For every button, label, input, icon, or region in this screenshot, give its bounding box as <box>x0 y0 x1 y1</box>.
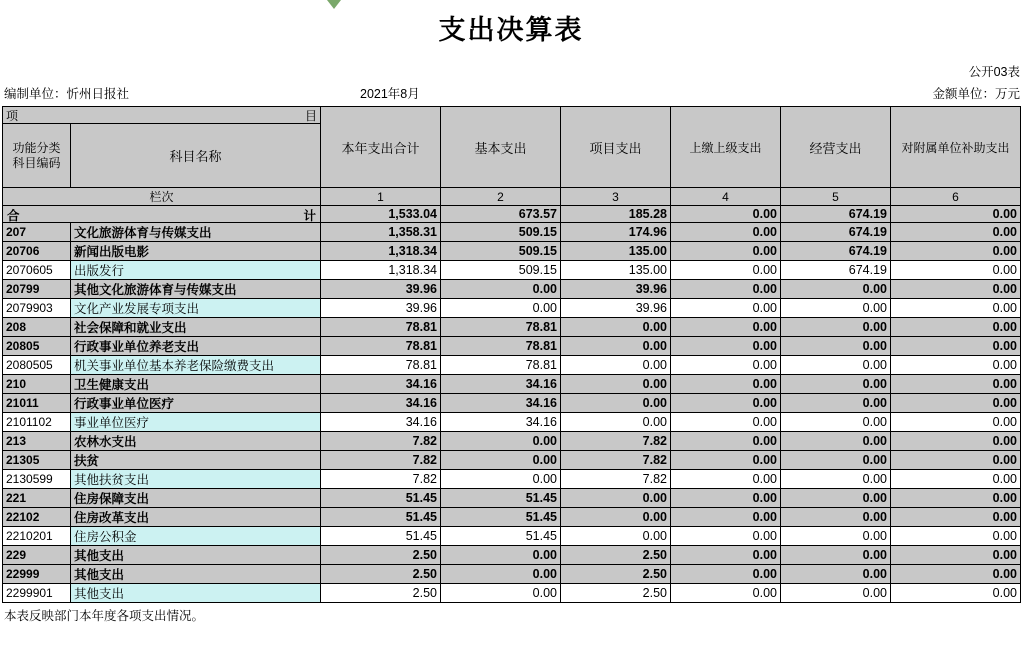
row-value-3: 39.96 <box>561 280 671 299</box>
row-value-4: 0.00 <box>671 223 781 242</box>
row-code: 2210201 <box>3 527 71 546</box>
row-value-4: 0.00 <box>671 413 781 432</box>
row-value-5: 0.00 <box>781 394 891 413</box>
header-num-5: 5 <box>781 188 891 206</box>
row-code: 207 <box>3 223 71 242</box>
row-value-6: 0.00 <box>891 508 1021 527</box>
header-num-2: 2 <box>441 188 561 206</box>
row-value-6: 0.00 <box>891 242 1021 261</box>
row-value-1: 1,318.34 <box>321 242 441 261</box>
row-value-4: 0.00 <box>671 242 781 261</box>
table-row <box>3 584 1021 603</box>
header-col-1: 本年支出合计 <box>321 107 441 188</box>
header-row-corner <box>3 107 1021 124</box>
row-value-2: 0.00 <box>441 470 561 489</box>
row-value-6: 0.00 <box>891 546 1021 565</box>
header-col-6: 对附属单位补助支出 <box>891 107 1021 188</box>
table-row <box>3 527 1021 546</box>
table-row <box>3 470 1021 489</box>
row-value-2: 0.00 <box>441 432 561 451</box>
row-value-3: 0.00 <box>561 527 671 546</box>
row-value-6: 0.00 <box>891 337 1021 356</box>
row-value-1: 51.45 <box>321 489 441 508</box>
header-corner-cell <box>3 107 321 124</box>
row-subject-name: 其他支出 <box>71 546 321 565</box>
row-value-1: 51.45 <box>321 527 441 546</box>
report-date: 2021年8月 <box>360 87 420 101</box>
row-value-6: 0.00 <box>891 489 1021 508</box>
row-value-1: 2.50 <box>321 546 441 565</box>
header-col-5: 经营支出 <box>781 107 891 188</box>
header-row-numbers <box>3 188 1021 206</box>
row-value-1: 1,318.34 <box>321 261 441 280</box>
row-value-4: 0.00 <box>671 394 781 413</box>
total-value-5: 674.19 <box>781 206 891 223</box>
row-value-1: 34.16 <box>321 394 441 413</box>
row-value-6: 0.00 <box>891 470 1021 489</box>
header-corner-right: 目 <box>304 109 317 123</box>
total-row <box>3 206 1021 223</box>
table-row <box>3 489 1021 508</box>
row-value-5: 674.19 <box>781 261 891 280</box>
row-value-6: 0.00 <box>891 280 1021 299</box>
header-num-6: 6 <box>891 188 1021 206</box>
row-value-6: 0.00 <box>891 318 1021 337</box>
row-subject-name: 住房公积金 <box>71 527 321 546</box>
row-value-1: 2.50 <box>321 565 441 584</box>
row-value-1: 34.16 <box>321 413 441 432</box>
header-col-code <box>3 124 71 188</box>
row-value-4: 0.00 <box>671 489 781 508</box>
row-subject-name: 行政事业单位医疗 <box>71 394 321 413</box>
row-code: 21011 <box>3 394 71 413</box>
table-row <box>3 261 1021 280</box>
row-code: 21305 <box>3 451 71 470</box>
row-value-5: 0.00 <box>781 470 891 489</box>
row-code: 2070605 <box>3 261 71 280</box>
total-value-4: 0.00 <box>671 206 781 223</box>
compiler-unit: 编制单位：忻州日报社 <box>4 87 130 101</box>
row-value-2: 51.45 <box>441 527 561 546</box>
row-value-4: 0.00 <box>671 470 781 489</box>
row-value-6: 0.00 <box>891 394 1021 413</box>
table-row <box>3 565 1021 584</box>
row-value-2: 78.81 <box>441 337 561 356</box>
row-value-4: 0.00 <box>671 565 781 584</box>
row-value-5: 0.00 <box>781 546 891 565</box>
row-code: 229 <box>3 546 71 565</box>
row-code: 2080505 <box>3 356 71 375</box>
row-code: 2299901 <box>3 584 71 603</box>
table-header <box>3 107 1021 206</box>
row-subject-name: 其他支出 <box>71 565 321 584</box>
row-subject-name: 新闻出版电影 <box>71 242 321 261</box>
row-code: 20706 <box>3 242 71 261</box>
row-value-1: 51.45 <box>321 508 441 527</box>
corner-triangle-icon <box>327 0 341 9</box>
table-row <box>3 432 1021 451</box>
row-subject-name: 住房保障支出 <box>71 489 321 508</box>
row-value-1: 2.50 <box>321 584 441 603</box>
row-value-6: 0.00 <box>891 375 1021 394</box>
row-value-5: 0.00 <box>781 356 891 375</box>
row-value-2: 0.00 <box>441 280 561 299</box>
total-row-label <box>3 206 321 223</box>
row-value-4: 0.00 <box>671 508 781 527</box>
row-value-1: 39.96 <box>321 299 441 318</box>
row-value-2: 509.15 <box>441 223 561 242</box>
row-value-6: 0.00 <box>891 527 1021 546</box>
row-value-5: 674.19 <box>781 223 891 242</box>
row-value-1: 7.82 <box>321 470 441 489</box>
row-value-2: 34.16 <box>441 375 561 394</box>
row-value-3: 0.00 <box>561 356 671 375</box>
row-subject-name: 其他文化旅游体育与传媒支出 <box>71 280 321 299</box>
row-value-2: 0.00 <box>441 299 561 318</box>
table-row <box>3 356 1021 375</box>
row-code: 213 <box>3 432 71 451</box>
row-value-3: 0.00 <box>561 508 671 527</box>
row-value-5: 0.00 <box>781 508 891 527</box>
row-value-5: 0.00 <box>781 584 891 603</box>
row-value-6: 0.00 <box>891 451 1021 470</box>
header-corner-left: 项 <box>6 109 19 123</box>
row-value-3: 135.00 <box>561 242 671 261</box>
table-row <box>3 223 1021 242</box>
row-code: 20799 <box>3 280 71 299</box>
row-value-4: 0.00 <box>671 337 781 356</box>
table-body <box>3 206 1021 603</box>
row-value-5: 0.00 <box>781 527 891 546</box>
row-value-6: 0.00 <box>891 584 1021 603</box>
row-value-3: 39.96 <box>561 299 671 318</box>
row-value-2: 0.00 <box>441 546 561 565</box>
table-row <box>3 413 1021 432</box>
row-value-3: 7.82 <box>561 432 671 451</box>
page-title: 支出决算表 <box>438 15 584 46</box>
table-row <box>3 242 1021 261</box>
total-value-3: 185.28 <box>561 206 671 223</box>
row-value-5: 0.00 <box>781 299 891 318</box>
header-col-code-line2: 科目编码 <box>12 155 61 170</box>
row-value-5: 0.00 <box>781 375 891 394</box>
row-value-3: 0.00 <box>561 394 671 413</box>
row-value-5: 0.00 <box>781 565 891 584</box>
table-row <box>3 508 1021 527</box>
row-subject-name: 文化产业发展专项支出 <box>71 299 321 318</box>
header-col-subject: 科目名称 <box>71 124 321 188</box>
form-number: 公开03表 <box>968 65 1020 79</box>
row-subject-name: 事业单位医疗 <box>71 413 321 432</box>
row-value-1: 78.81 <box>321 337 441 356</box>
row-subject-name: 文化旅游体育与传媒支出 <box>71 223 321 242</box>
row-value-5: 0.00 <box>781 337 891 356</box>
row-subject-name: 卫生健康支出 <box>71 375 321 394</box>
row-value-2: 0.00 <box>441 584 561 603</box>
row-value-6: 0.00 <box>891 223 1021 242</box>
header-row-label: 栏次 <box>3 188 321 206</box>
row-code: 208 <box>3 318 71 337</box>
row-value-5: 0.00 <box>781 318 891 337</box>
row-value-3: 0.00 <box>561 375 671 394</box>
total-label-right: 计 <box>303 209 316 223</box>
row-value-5: 0.00 <box>781 280 891 299</box>
row-value-4: 0.00 <box>671 356 781 375</box>
row-value-6: 0.00 <box>891 432 1021 451</box>
row-value-5: 0.00 <box>781 432 891 451</box>
table-row <box>3 546 1021 565</box>
row-value-4: 0.00 <box>671 299 781 318</box>
row-value-4: 0.00 <box>671 261 781 280</box>
row-value-2: 51.45 <box>441 508 561 527</box>
row-value-1: 78.81 <box>321 356 441 375</box>
table-row <box>3 299 1021 318</box>
row-value-1: 7.82 <box>321 451 441 470</box>
row-value-2: 78.81 <box>441 356 561 375</box>
row-subject-name: 其他扶贫支出 <box>71 470 321 489</box>
total-value-2: 673.57 <box>441 206 561 223</box>
header-col-code-line1: 功能分类 <box>12 140 61 155</box>
row-value-3: 2.50 <box>561 546 671 565</box>
row-value-4: 0.00 <box>671 318 781 337</box>
row-value-3: 0.00 <box>561 318 671 337</box>
row-code: 2079903 <box>3 299 71 318</box>
row-subject-name: 农林水支出 <box>71 432 321 451</box>
row-value-5: 0.00 <box>781 489 891 508</box>
row-value-3: 7.82 <box>561 470 671 489</box>
row-subject-name: 出版发行 <box>71 261 321 280</box>
table-row <box>3 451 1021 470</box>
total-value-1: 1,533.04 <box>321 206 441 223</box>
row-value-1: 34.16 <box>321 375 441 394</box>
amount-unit: 金额单位：万元 <box>932 87 1020 101</box>
row-value-6: 0.00 <box>891 356 1021 375</box>
row-value-2: 51.45 <box>441 489 561 508</box>
table-row <box>3 280 1021 299</box>
row-code: 22999 <box>3 565 71 584</box>
meta-row <box>0 65 1022 104</box>
total-value-6: 0.00 <box>891 206 1021 223</box>
expenditure-table <box>2 106 1021 603</box>
row-value-4: 0.00 <box>671 280 781 299</box>
row-value-6: 0.00 <box>891 565 1021 584</box>
row-value-4: 0.00 <box>671 527 781 546</box>
row-value-2: 34.16 <box>441 413 561 432</box>
row-value-1: 1,358.31 <box>321 223 441 242</box>
row-value-4: 0.00 <box>671 432 781 451</box>
row-value-6: 0.00 <box>891 299 1021 318</box>
table-row <box>3 375 1021 394</box>
row-value-5: 674.19 <box>781 242 891 261</box>
table-footnote: 本表反映部门本年度各项支出情况。 <box>4 609 205 623</box>
row-code: 2101102 <box>3 413 71 432</box>
row-value-6: 0.00 <box>891 261 1021 280</box>
row-value-3: 0.00 <box>561 337 671 356</box>
row-subject-name: 扶贫 <box>71 451 321 470</box>
table-row <box>3 394 1021 413</box>
row-subject-name: 其他支出 <box>71 584 321 603</box>
row-value-3: 0.00 <box>561 413 671 432</box>
row-value-3: 2.50 <box>561 565 671 584</box>
table-row <box>3 337 1021 356</box>
row-value-3: 7.82 <box>561 451 671 470</box>
header-col-4: 上缴上级支出 <box>671 107 781 188</box>
row-value-5: 0.00 <box>781 451 891 470</box>
row-value-2: 0.00 <box>441 451 561 470</box>
row-code: 221 <box>3 489 71 508</box>
row-value-4: 0.00 <box>671 584 781 603</box>
row-subject-name: 社会保障和就业支出 <box>71 318 321 337</box>
header-num-3: 3 <box>561 188 671 206</box>
row-code: 20805 <box>3 337 71 356</box>
row-value-6: 0.00 <box>891 413 1021 432</box>
row-subject-name: 行政事业单位养老支出 <box>71 337 321 356</box>
row-value-2: 0.00 <box>441 565 561 584</box>
row-value-1: 78.81 <box>321 318 441 337</box>
row-value-2: 34.16 <box>441 394 561 413</box>
row-code: 22102 <box>3 508 71 527</box>
table-row <box>3 318 1021 337</box>
header-num-1: 1 <box>321 188 441 206</box>
row-value-1: 39.96 <box>321 280 441 299</box>
row-code: 210 <box>3 375 71 394</box>
row-value-3: 135.00 <box>561 261 671 280</box>
row-value-1: 7.82 <box>321 432 441 451</box>
row-value-4: 0.00 <box>671 546 781 565</box>
row-subject-name: 机关事业单位基本养老保险缴费支出 <box>71 356 321 375</box>
row-subject-name: 住房改革支出 <box>71 508 321 527</box>
row-code: 2130599 <box>3 470 71 489</box>
header-num-4: 4 <box>671 188 781 206</box>
row-value-4: 0.00 <box>671 375 781 394</box>
row-value-4: 0.00 <box>671 451 781 470</box>
row-value-3: 2.50 <box>561 584 671 603</box>
row-value-3: 0.00 <box>561 489 671 508</box>
row-value-5: 0.00 <box>781 413 891 432</box>
header-col-3: 项目支出 <box>561 107 671 188</box>
row-value-3: 174.96 <box>561 223 671 242</box>
row-value-2: 78.81 <box>441 318 561 337</box>
row-value-2: 509.15 <box>441 261 561 280</box>
header-col-2: 基本支出 <box>441 107 561 188</box>
row-value-2: 509.15 <box>441 242 561 261</box>
total-label-left: 合 <box>7 209 20 223</box>
